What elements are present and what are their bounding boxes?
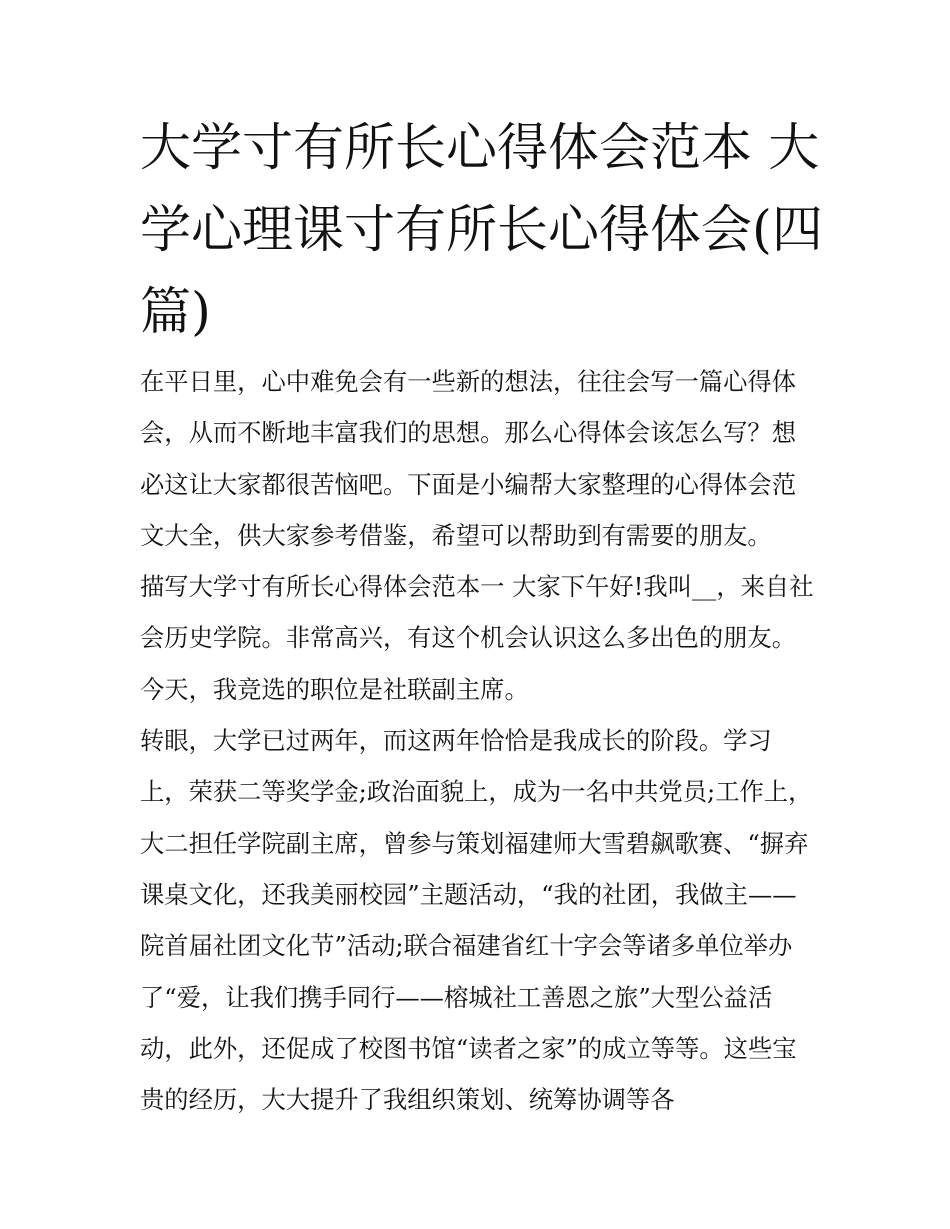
speech-opening-paragraph: 描写大学寸有所长心得体会范本一 大家下午好!我叫__，来自社会历史学院。非常高兴，有这个机会认识这么多出色的朋友。今天，我竞选的职位是社联副主席。 (140, 572, 814, 704)
intro-paragraph: 在平日里，心中难免会有一些新的想法，往往会写一篇心得体会，从而不断地丰富我们的思想。那么心得体会该怎么写？想必这让大家都很苦恼吧。下面是小编帮大家整理的心得体会范文大全，供大家参考借鉴，希望可以帮助到有需要的朋友。 (140, 367, 797, 550)
document-title: 大学寸有所长心得体会范本 大学心理课寸有所长心得体会(四篇) (140, 119, 823, 342)
document-body (140, 356, 815, 1125)
experience-paragraph: 转眼，大学已过两年，而这两年恰恰是我成长的阶段。学习上，荣获二等奖学金;政治面貌上，成为一名中共党员;工作上，大二担任学院副主席，曾参与策划福建师大雪碧飙歌赛、“摒弃课桌文化，还我美丽校园”主题活动，“我的社团，我做主——院首届社团文化节”活动;联合福建省红十字会等诸多单位举办了“爱，让我们携手同行——榕城社工善恩之旅”大型公益活动，此外，还促成了校图书馆“读者之家”的成立等等。这些宝贵的经历，大大提升了我组织策划、统筹协调等各 (140, 726, 813, 1115)
